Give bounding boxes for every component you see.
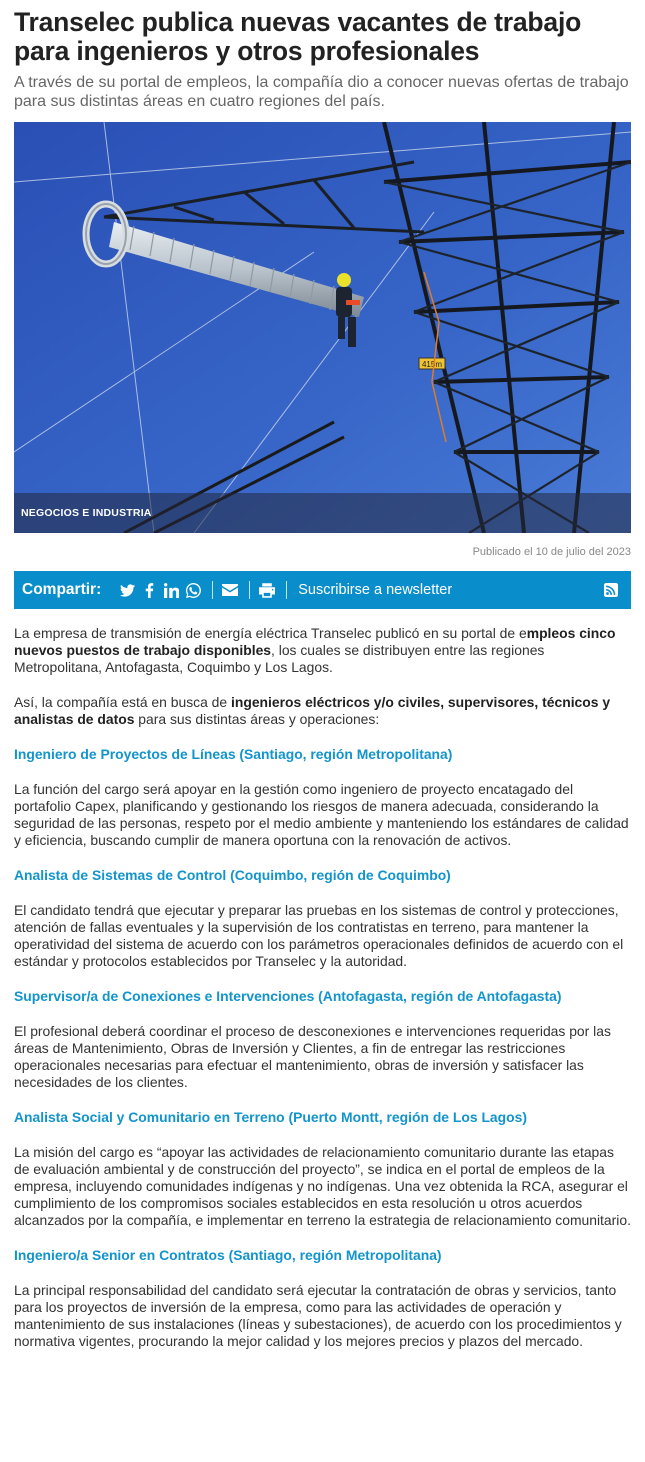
intro-paragraph: La empresa de transmisión de energía eléctrica Transelec publicó en su portal de empleos cinco nuevos puestos de trabajo disponibles, los cuales se distribuyen entre las regiones Metropolitana, Antofagasta, Coquimbo y Los Lagos. xyxy=(14,625,616,675)
share-label: Compartir: xyxy=(22,581,102,598)
job-description-5: La principal responsabilidad del candidato será ejecutar la contratación de obras y servicios, tanto para los proyectos de inversión de la empresa, como para las actividades de operación y mantenimiento de sus instalaciones (líneas y subestaciones), de acuerdo con los procedimientos y normativa vigentes, procurando la mejor calidad y los mejores precios y plazos del mercado. xyxy=(14,1282,622,1349)
article-title: Transelec publica nuevas vacantes de trabajo para ingenieros y otros profesionales xyxy=(14,7,582,66)
job-description-3: El profesional deberá coordinar el proceso de desconexiones e intervenciones requeridas por las áreas de Mantenimiento, Obras de Inversión y Clientes, a fin de entregar las restricciones operacionales necesarias para efectuar el mantenimiento, obras de inversión y satisfacer las necesidades de los clientes. xyxy=(14,1023,611,1090)
transmission-tower-photo xyxy=(14,122,631,533)
whatsapp-icon[interactable] xyxy=(183,580,203,600)
rss-icon[interactable] xyxy=(601,580,621,600)
publish-date: Publicado el 10 de julio del 2023 xyxy=(472,546,631,558)
share-separator xyxy=(249,581,250,599)
job-title-5: Ingeniero/a Senior en Contratos (Santiago, región Metropolitana) xyxy=(14,1247,442,1263)
job-title-4: Analista Social y Comunitario en Terreno (Puerto Montt, región de Los Lagos) xyxy=(14,1109,527,1125)
hero-image[interactable] xyxy=(14,122,631,533)
linkedin-icon[interactable] xyxy=(161,580,181,600)
article-lead: A través de su portal de empleos, la compañía dio a conocer nuevas ofertas de trabajo para sus distintas áreas en cuatro regiones del país. xyxy=(14,74,629,110)
facebook-icon[interactable] xyxy=(139,580,159,600)
job-title-1: Ingeniero de Proyectos de Líneas (Santiago, región Metropolitana) xyxy=(14,746,453,762)
twitter-icon[interactable] xyxy=(117,580,137,600)
print-icon[interactable] xyxy=(257,580,277,600)
share-bar xyxy=(14,571,631,609)
job-description-2: El candidato tendrá que ejecutar y preparar las pruebas en los sistemas de control y protecciones, atención de fallas eventuales y la supervisión de los contratistas en terreno, para mantener la operatividad del sistema de acuerdo con los parámetros operacionales definidos de acuerdo con el estándar y protocolos establecidos por Transelec y la autoridad. xyxy=(14,902,624,969)
share-separator xyxy=(286,581,287,599)
article-body xyxy=(14,625,631,1350)
roles-paragraph: Así, la compañía está en busca de ingenieros eléctricos y/o civiles, supervisores, técnicos y analistas de datos para sus distintas áreas y operaciones: xyxy=(14,694,611,727)
job-title-2: Analista de Sistemas de Control (Coquimbo, región de Coquimbo) xyxy=(14,867,451,883)
share-separator xyxy=(212,581,213,599)
newsletter-link[interactable]: Suscribirse a newsletter xyxy=(298,582,453,598)
job-description-4: La misión del cargo es “apoyar las actividades de relacionamiento comunitario durante las etapas de evaluación ambiental y de construcción del proyecto”, se indica en el portal de empleos de la empresa, incluyendo comunidades indígenas y no indígenas. Una vez obtenida la RCA, asegurar el cumplimiento de los compromisos sociales establecidos en esta resolución u otros acuerdos alcanzados por la compañía, e implementar en terreno la estrategia de relacionamiento comunitario. xyxy=(14,1144,631,1228)
mail-icon[interactable] xyxy=(220,580,240,600)
job-title-3: Supervisor/a de Conexiones e Intervenciones (Antofagasta, región de Antofagasta) xyxy=(14,988,562,1004)
tower-sign-label: 415m xyxy=(421,360,443,369)
category-badge[interactable]: NEGOCIOS E INDUSTRIA xyxy=(14,493,631,533)
job-description-1: La función del cargo será apoyar en la gestión como ingeniero de proyecto encatagado del portafolio Capex, planificando y gestionando los riesgos de manera adecuada, considerando la seguridad de las personas, respeto por el medio ambiente y manteniendo los estándares de calidad y eficiencia, buscando cumplir de manera oportuna con la renovación de activos. xyxy=(14,781,629,848)
